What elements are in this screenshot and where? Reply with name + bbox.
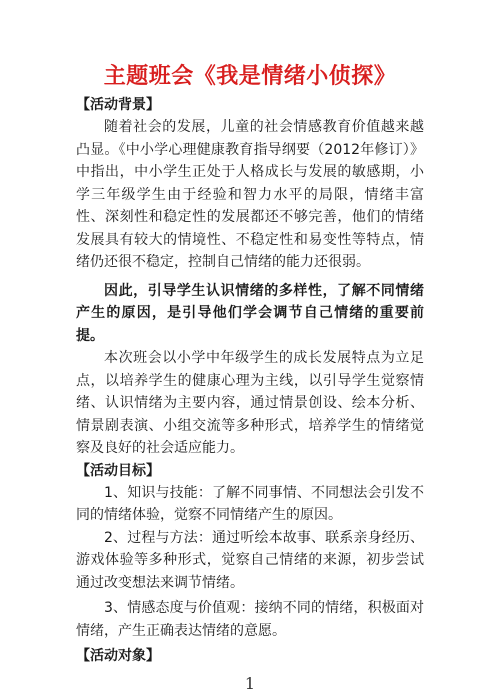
goal-item-process: 2、过程与方法：通过听绘本故事、联系亲身经历、游戏体验等多种形式，觉察自己情绪的来源，初步尝试通过改变想法来调节情绪。 [76,529,424,591]
section-heading-goals: 【活动目标】 [76,462,160,479]
goal-item-knowledge: 1、知识与技能：了解不同事情、不同想法会引发不同的情绪体验，觉察不同情绪产生的原因。 [76,484,424,523]
background-paragraph-3: 本次班会以小学中年级学生的成长发展特点为立足点，以培养学生的健康心理为主线，以引导学生觉察情绪、认识情绪为主要内容，通过情景创设、绘本分析、情景剧表演、小组交流等多种形式，培养学生的情绪觉察及良好的社会适应能力。 [76,350,424,456]
background-paragraph-2-emphasis: 因此，引导学生认识情绪的多样性，了解不同情绪产生的原因，是引导他们学会调节自己情绪的重要前提。 [76,282,424,344]
section-heading-background: 【活动背景】 [76,97,160,113]
goal-item-attitude: 3、情感态度与价值观：接纳不同的情绪，积极面对情绪，产生正确表达情绪的意愿。 [76,600,424,639]
section-audience [76,642,424,667]
section-goals [76,460,424,643]
document-title: 主题班会《我是情绪小侦探》 [103,64,397,89]
page-number: 1 [244,674,256,693]
section-heading-audience: 【活动对象】 [76,648,160,664]
background-paragraph-1: 随着社会的发展，儿童的社会情感教育价值越来越凸显。《中小学心理健康教育指导纲要（2012年修订）》中指出，中小学生正处于人格成长与发展的敏感期，小学三年级学生由于经验和智力水平的局限，情绪丰富性、深刻性和稳定性的发展都还不够完善，他们的情绪发展具有较大的情境性、不稳定性和易变性等特点，情绪仍还很不稳定，控制自己情绪的能力还很弱。 [76,119,424,270]
section-background [76,94,424,460]
document-body [76,94,424,667]
